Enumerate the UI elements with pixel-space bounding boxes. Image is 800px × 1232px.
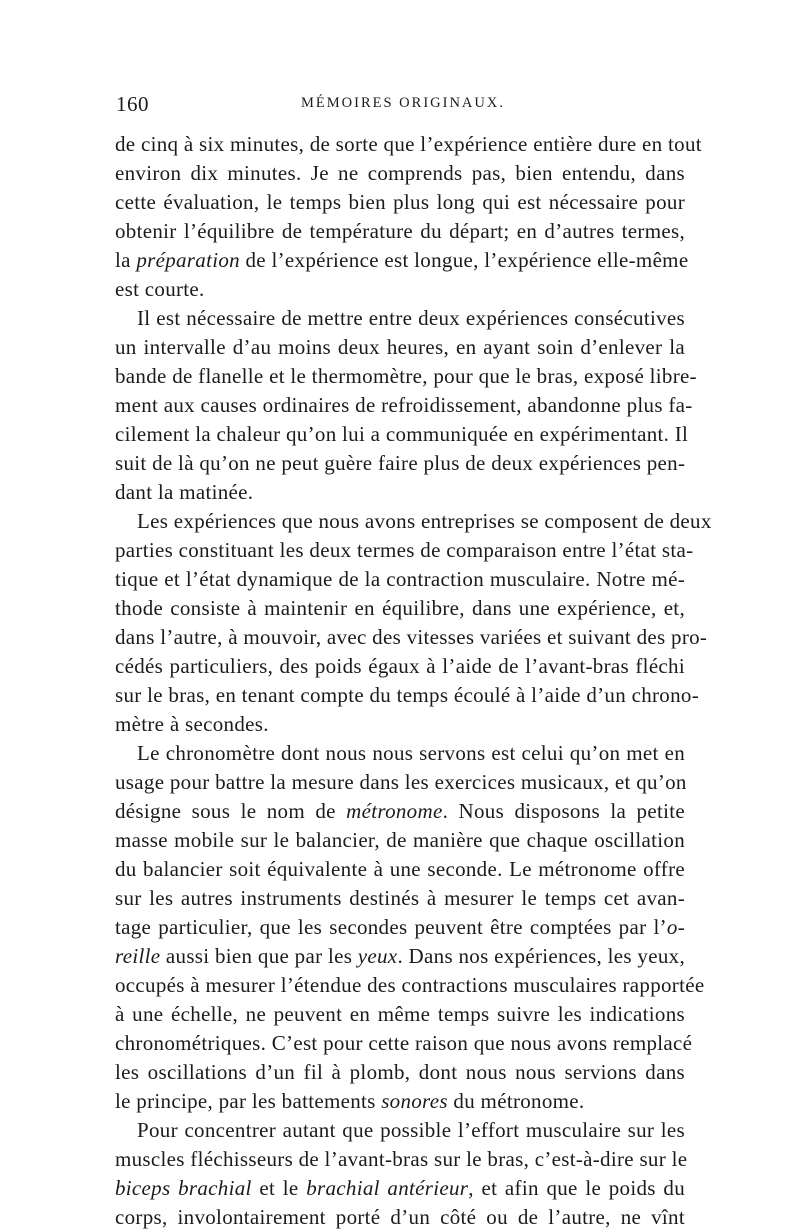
text-segment: de cinq à six minutes, de sorte que l’expérience entière dure en tout <box>115 132 702 156</box>
text-segment: le principe, par les battements <box>115 1089 382 1113</box>
text-segment: cilement la chaleur qu’on lui a communiquée en expérimentant. Il <box>115 422 689 446</box>
text-segment: Il est nécessaire de mettre entre deux expériences consécutives <box>137 306 685 330</box>
text-segment: cédés particuliers, des poids égaux à l’aide de l’avant-bras fléchi <box>115 654 685 678</box>
italic-term: reille <box>115 944 161 968</box>
text-segment: tique et l’état dynamique de la contraction musculaire. Notre mé- <box>115 567 685 591</box>
text-line <box>115 130 702 159</box>
text-line <box>115 797 685 826</box>
text-segment: parties constituant les deux termes de comparaison entre l’état sta- <box>115 538 694 562</box>
text-line <box>115 565 685 594</box>
text-line <box>115 449 685 478</box>
text-line <box>115 478 685 507</box>
text-segment: Pour concentrer autant que possible l’effort musculaire sur les <box>137 1118 685 1142</box>
text-line <box>115 1029 693 1058</box>
text-line <box>115 536 694 565</box>
text-line <box>115 681 699 710</box>
text-line <box>115 652 685 681</box>
italic-term: préparation <box>136 248 240 272</box>
text-line <box>115 304 685 333</box>
text-line <box>115 623 708 652</box>
text-segment: suit de là qu’on ne peut guère faire plus de deux expériences pen- <box>115 451 686 475</box>
text-segment: aussi bien que par les <box>160 944 358 968</box>
text-segment: du balancier soit équivalente à une seconde. Le métronome offre <box>115 857 685 881</box>
text-line <box>115 362 697 391</box>
text-line <box>115 1000 685 1029</box>
text-line <box>115 507 712 536</box>
text-segment: à une échelle, ne peuvent en même temps suivre les indications <box>115 1002 685 1026</box>
text-segment: environ dix minutes. Je ne comprends pas, bien entendu, dans <box>115 161 685 185</box>
italic-term: yeux <box>357 944 398 968</box>
text-segment: est courte. <box>115 277 205 301</box>
text-segment: occupés à mesurer l’étendue des contractions musculaires rapportée <box>115 973 705 997</box>
text-line <box>115 1058 685 1087</box>
italic-term: o- <box>666 915 685 939</box>
running-title: MÉMOIRES ORIGINAUX. <box>301 95 505 111</box>
text-line <box>115 275 685 304</box>
text-segment: et le <box>251 1176 307 1200</box>
text-line <box>115 739 685 768</box>
text-segment: chronométriques. C’est pour cette raison que nous avons remplacé <box>115 1031 693 1055</box>
text-line <box>115 826 685 855</box>
text-segment: ment aux causes ordinaires de refroidissement, abandonne plus fa- <box>115 393 693 417</box>
text-line <box>115 188 685 217</box>
text-line <box>115 710 685 739</box>
text-line <box>115 1116 685 1145</box>
text-segment: un intervalle d’au moins deux heures, en ayant soin d’enlever la <box>115 335 685 359</box>
page-number: 160 <box>116 92 149 116</box>
italic-term: brachial antérieur <box>306 1176 469 1200</box>
text-line <box>115 420 689 449</box>
text-segment: sur le bras, en tenant compte du temps écoulé à l’aide d’un chrono- <box>115 683 699 707</box>
text-segment: bande de flanelle et le thermomètre, pour que le bras, exposé libre- <box>115 364 697 388</box>
text-segment: masse mobile sur le balancier, de manière que chaque oscillation <box>115 828 685 852</box>
body-text <box>115 130 712 1232</box>
text-segment: les oscillations d’un fil à plomb, dont nous nous servions dans <box>115 1060 685 1084</box>
text-segment: sur les autres instruments destinés à mesurer le temps cet avan- <box>115 886 685 910</box>
text-segment: muscles fléchisseurs de l’avant-bras sur le bras, c’est-à-dire sur le <box>115 1147 688 1171</box>
text-line <box>115 217 685 246</box>
text-segment: obtenir l’équilibre de température du départ; en d’autres termes, <box>115 219 685 243</box>
text-line <box>115 855 685 884</box>
text-segment: usage pour battre la mesure dans les exercices musicaux, et qu’on <box>115 770 687 794</box>
text-segment: mètre à secondes. <box>115 712 269 736</box>
text-line <box>115 1203 685 1232</box>
text-segment: désigne sous le nom de <box>115 799 347 823</box>
italic-term: biceps brachial <box>115 1176 252 1200</box>
text-segment: . Dans nos expériences, les yeux, <box>397 944 685 968</box>
text-segment: de l’expérience est longue, l’expérience elle-même <box>239 248 689 272</box>
text-line <box>115 333 685 362</box>
text-segment: Le chronomètre dont nous nous servons est celui qu’on met en <box>137 741 685 765</box>
text-segment: dans l’autre, à mouvoir, avec des vitesses variées et suivant des pro- <box>115 625 708 649</box>
text-line <box>115 391 693 420</box>
text-segment: du métronome. <box>447 1089 585 1113</box>
text-segment: cette évaluation, le temps bien plus long qui est nécessaire pour <box>115 190 685 214</box>
text-line <box>115 594 685 623</box>
text-line <box>115 971 705 1000</box>
text-line <box>115 884 685 913</box>
text-segment: , et afin que le poids du <box>468 1176 686 1200</box>
text-line <box>115 942 685 971</box>
text-segment: Les expériences que nous avons entreprises se composent de deux <box>137 509 712 533</box>
text-segment: tage particulier, que les secondes peuvent être comptées par l’ <box>115 915 667 939</box>
text-line <box>115 1145 688 1174</box>
text-segment: . Nous disposons la petite <box>442 799 685 823</box>
text-segment: corps, involontairement porté d’un côté ou de l’autre, ne vînt <box>115 1205 685 1229</box>
text-line <box>115 159 685 188</box>
text-segment: dant la matinée. <box>115 480 254 504</box>
text-line <box>115 768 685 797</box>
page-header <box>116 92 690 118</box>
italic-term: sonores <box>381 1089 448 1113</box>
text-segment: la <box>115 248 137 272</box>
text-line <box>115 1174 685 1203</box>
italic-term: métronome <box>346 799 443 823</box>
text-line <box>115 913 685 942</box>
text-line <box>115 1087 685 1116</box>
text-line <box>115 246 689 275</box>
text-segment: thode consiste à maintenir en équilibre, dans une expérience, et, <box>115 596 685 620</box>
